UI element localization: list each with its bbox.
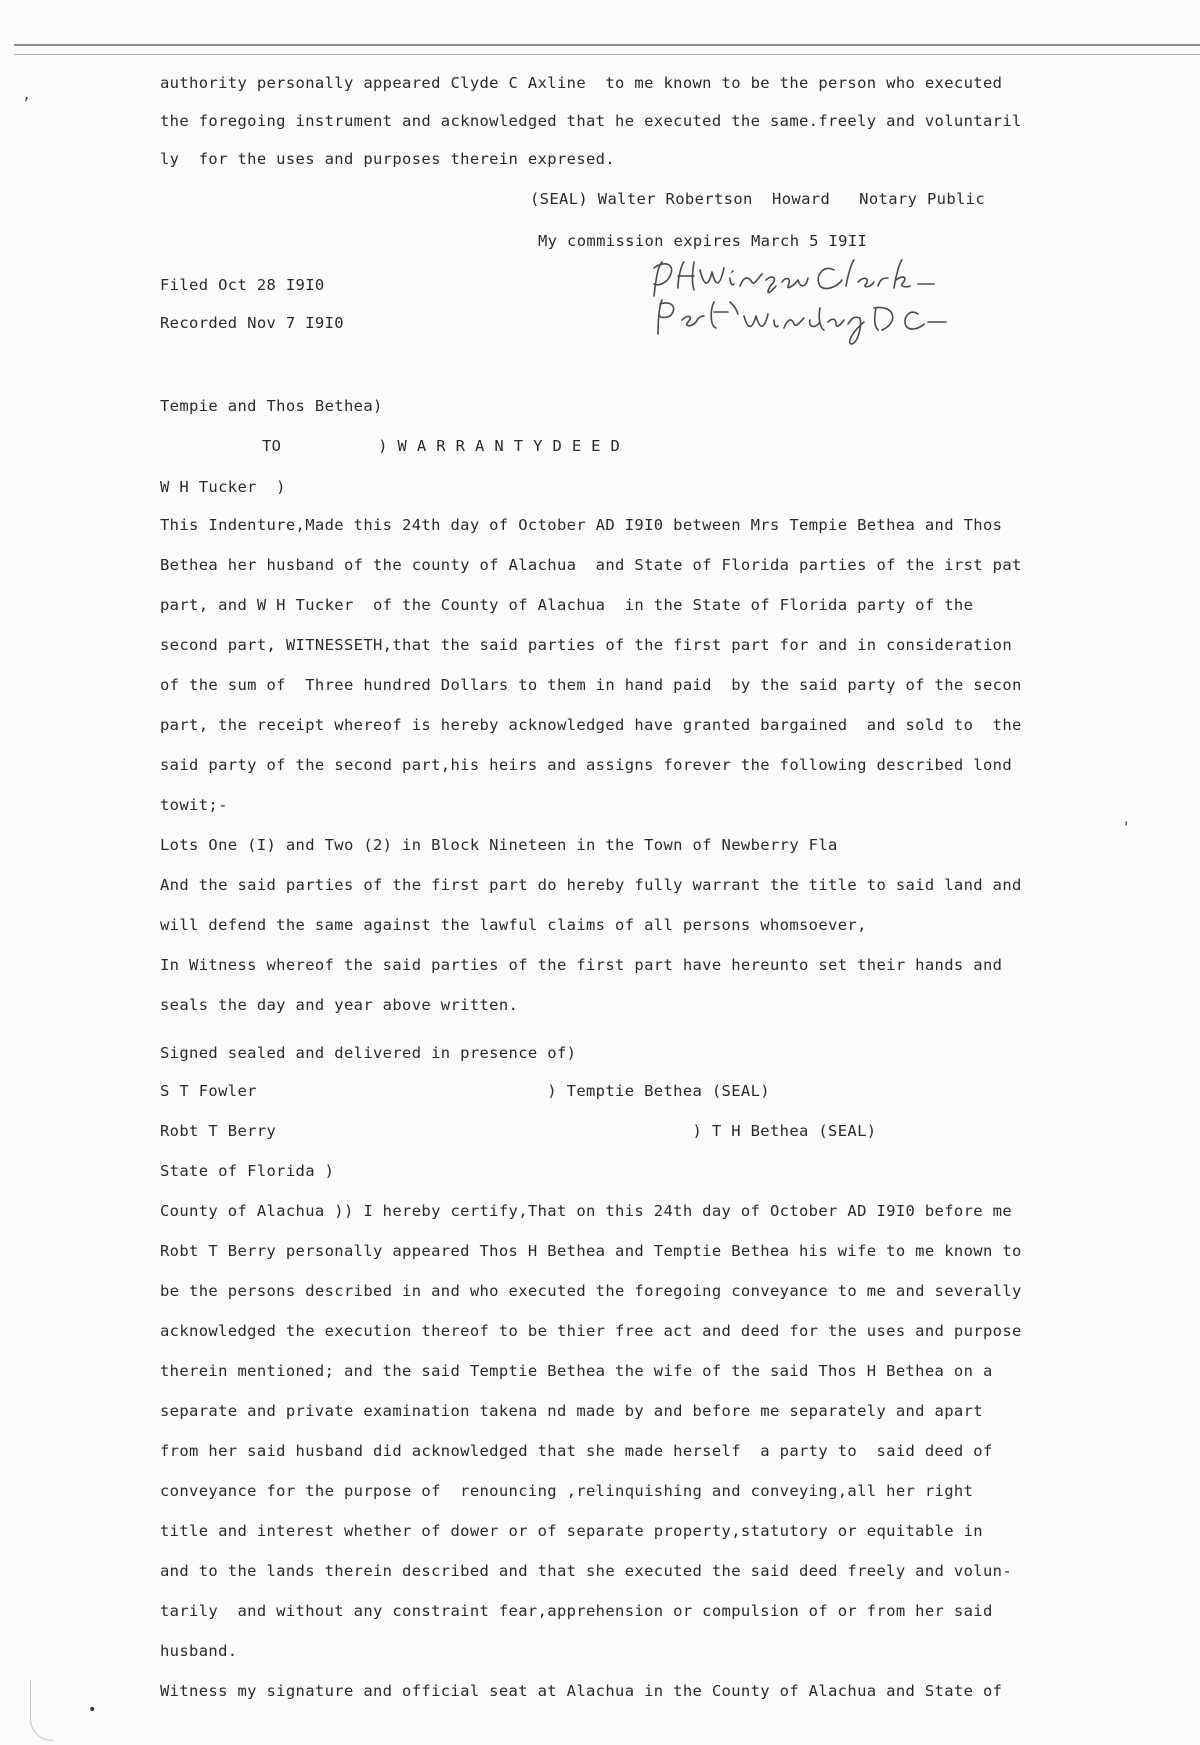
text-line: separate and private examination takena nd made by and before me separately and apart bbox=[160, 1402, 983, 1420]
text-line: authority personally appeared Clyde C Axline to me known to be the person who executed bbox=[160, 74, 1003, 92]
text-line: Witness my signature and official seat at Alachua in the County of Alachua and State of bbox=[160, 1682, 1003, 1700]
margin-mark: • bbox=[88, 1702, 97, 1718]
notary-signature-line: (SEAL) Walter Robertson Howard Notary Public bbox=[530, 190, 986, 208]
text-line: And the said parties of the first part do hereby fully warrant the title to said land and bbox=[160, 876, 1022, 894]
text-line: This Indenture,Made this 24th day of October AD I9I0 between Mrs Tempie Bethea and Thos bbox=[160, 516, 1003, 534]
handwritten-signature-icon bbox=[648, 256, 968, 346]
text-line: seals the day and year above written. bbox=[160, 996, 519, 1014]
margin-mark: ’ bbox=[22, 96, 31, 112]
commission-expiry: My commission expires March 5 I9II bbox=[538, 232, 868, 250]
state-line: State of Florida ) bbox=[160, 1162, 335, 1180]
filed-date: Filed Oct 28 I9I0 bbox=[160, 276, 325, 294]
witness-signatory-line: S T Fowler ) Temptie Bethea (SEAL) bbox=[160, 1082, 770, 1100]
text-line: be the persons described in and who executed the foregoing conveyance to me and severally bbox=[160, 1282, 1022, 1300]
text-line: title and interest whether of dower or of separate property,statutory or equitable in bbox=[160, 1522, 983, 1540]
text-line: will defend the same against the lawful claims of all persons whomsoever, bbox=[160, 916, 867, 934]
property-description: Lots One (I) and Two (2) in Block Nineteen in the Town of Newberry Fla bbox=[160, 836, 838, 854]
text-line: husband. bbox=[160, 1642, 238, 1660]
margin-mark: ' bbox=[1122, 820, 1131, 836]
text-line: Bethea her husband of the county of Alachua and State of Florida parties of the irst pat bbox=[160, 556, 1022, 574]
party-grantee: W H Tucker ) bbox=[160, 478, 286, 496]
witness-signatory-line: Robt T Berry ) T H Bethea (SEAL) bbox=[160, 1122, 877, 1140]
text-line: second part, WITNESSETH,that the said parties of the first part for and in consideration bbox=[160, 636, 1012, 654]
recorded-date: Recorded Nov 7 I9I0 bbox=[160, 314, 344, 332]
top-rule bbox=[14, 44, 1200, 55]
text-line: the foregoing instrument and acknowledged that he executed the same.freely and voluntaril bbox=[160, 112, 1022, 130]
text-line: County of Alachua )) I hereby certify,That on this 24th day of October AD I9I0 before me bbox=[160, 1202, 1012, 1220]
text-line: said party of the second part,his heirs and assigns forever the following described lond bbox=[160, 756, 1012, 774]
text-line: ly for the uses and purposes therein expresed. bbox=[160, 150, 616, 168]
text-line: Robt T Berry personally appeared Thos H Bethea and Temptie Bethea his wife to me known to bbox=[160, 1242, 1022, 1260]
text-line: part, and W H Tucker of the County of Alachua in the State of Florida party of the bbox=[160, 596, 974, 614]
text-line: of the sum of Three hundred Dollars to them in hand paid by the said party of the secon bbox=[160, 676, 1022, 694]
text-line: Signed sealed and delivered in presence of) bbox=[160, 1044, 577, 1062]
page-corner-curl bbox=[30, 1680, 53, 1741]
text-line: towit;- bbox=[160, 796, 228, 814]
text-line: In Witness whereof the said parties of the first part have hereunto set their hands and bbox=[160, 956, 1003, 974]
clerk-signature bbox=[648, 256, 968, 346]
text-line: and to the lands therein described and that she executed the said deed freely and volun- bbox=[160, 1562, 1012, 1580]
text-line: conveyance for the purpose of renouncing ,relinquishing and conveying,all her right bbox=[160, 1482, 974, 1500]
text-line: tarily and without any constraint fear,apprehension or compulsion of or from her said bbox=[160, 1602, 993, 1620]
text-line: acknowledged the execution thereof to be thier free act and deed for the uses and purpose bbox=[160, 1322, 1022, 1340]
deed-title: TO ) W A R R A N T Y D E E D bbox=[262, 437, 621, 455]
party-grantor: Tempie and Thos Bethea) bbox=[160, 397, 383, 415]
text-line: therein mentioned; and the said Temptie Bethea the wife of the said Thos H Bethea on a bbox=[160, 1362, 993, 1380]
text-line: from her said husband did acknowledged that she made herself a party to said deed of bbox=[160, 1442, 993, 1460]
text-line: part, the receipt whereof is hereby acknowledged have granted bargained and sold to the bbox=[160, 716, 1022, 734]
